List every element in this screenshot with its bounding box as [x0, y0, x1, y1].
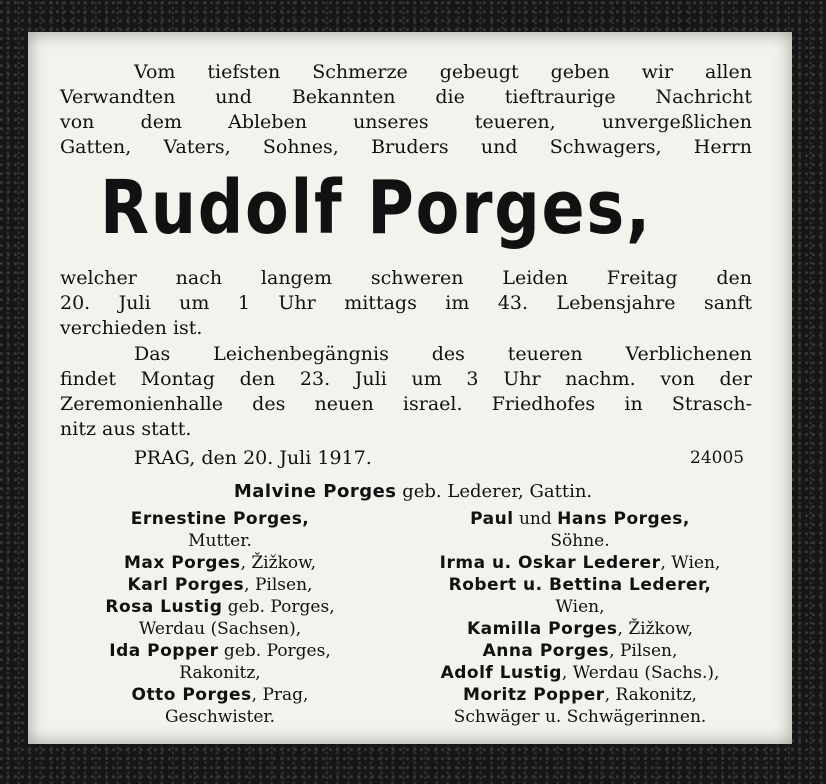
mourner-left: Karl Porges, Pilsen,	[127, 575, 313, 595]
widow-line	[40, 481, 786, 503]
mourner-left: Otto Porges, Prag,	[131, 685, 309, 705]
mourner-right: Adolf Lustig, Werdau (Sachs.),	[440, 663, 720, 683]
ad-number: 24005	[690, 448, 745, 468]
mourner-right: Paul und Hans Porges,	[470, 509, 690, 529]
mourner-right: Anna Porges, Pilsen,	[482, 641, 678, 661]
funeral-line-2: findet Montag den 23. Juli um 3 Uhr nachm. von der	[60, 368, 752, 390]
mourner-right: Schwäger u. Schwägerinnen.	[453, 707, 707, 727]
details-line-3: verchieden ist.	[60, 317, 203, 339]
funeral-line-3: Zeremonienhalle des neuen israel. Friedhofes in Strasch-	[60, 393, 752, 415]
mourner-left: Rakonitz,	[179, 663, 261, 683]
mourner-right: Irma u. Oskar Lederer, Wien,	[439, 553, 721, 573]
widow-name: Malvine Porges	[233, 481, 397, 502]
mourner-right: Kamilla Porges, Žižkow,	[466, 619, 694, 639]
mourner-right: Wien,	[555, 597, 605, 617]
mourner-left: Geschwister.	[164, 707, 276, 727]
funeral-line-4: nitz aus statt.	[60, 418, 192, 440]
intro-line-4: Gatten, Vaters, Sohnes, Bruders und Schwagers, Herrn	[60, 136, 752, 158]
intro-line-1: Vom tiefsten Schmerze gebeugt geben wir allen	[134, 61, 752, 83]
place-date: PRAG, den 20. Juli 1917.	[134, 447, 372, 469]
mourner-left: Werdau (Sachsen),	[138, 619, 302, 639]
intro-line-2: Verwandten und Bekannten die tieftraurige Nachricht	[60, 86, 752, 108]
mourner-left: Ernestine Porges,	[130, 509, 310, 529]
details-line-1: welcher nach langem schweren Leiden Freitag den	[60, 267, 752, 289]
mourner-right: Moritz Popper, Rakonitz,	[463, 685, 697, 705]
intro-line-3: von dem Ableben unseres teueren, unvergeßlichen	[60, 111, 752, 133]
mourner-right: Söhne.	[550, 531, 610, 551]
widow-rest: geb. Lederer, Gattin.	[396, 481, 593, 502]
mourner-left: Mutter.	[188, 531, 252, 551]
deceased-name: Rudolf Porges,	[100, 165, 652, 251]
funeral-line-1: Das Leichenbegängnis des teueren Verblichenen	[134, 343, 752, 365]
mourner-left: Rosa Lustig geb. Porges,	[105, 597, 335, 617]
mourner-left: Max Porges, Žižkow,	[123, 553, 317, 573]
mourner-right: Robert u. Bettina Lederer,	[448, 575, 712, 595]
details-line-2: 20. Juli um 1 Uhr mittags im 43. Lebensjahre sanft	[60, 292, 752, 314]
mourner-left: Ida Popper geb. Porges,	[109, 641, 331, 661]
